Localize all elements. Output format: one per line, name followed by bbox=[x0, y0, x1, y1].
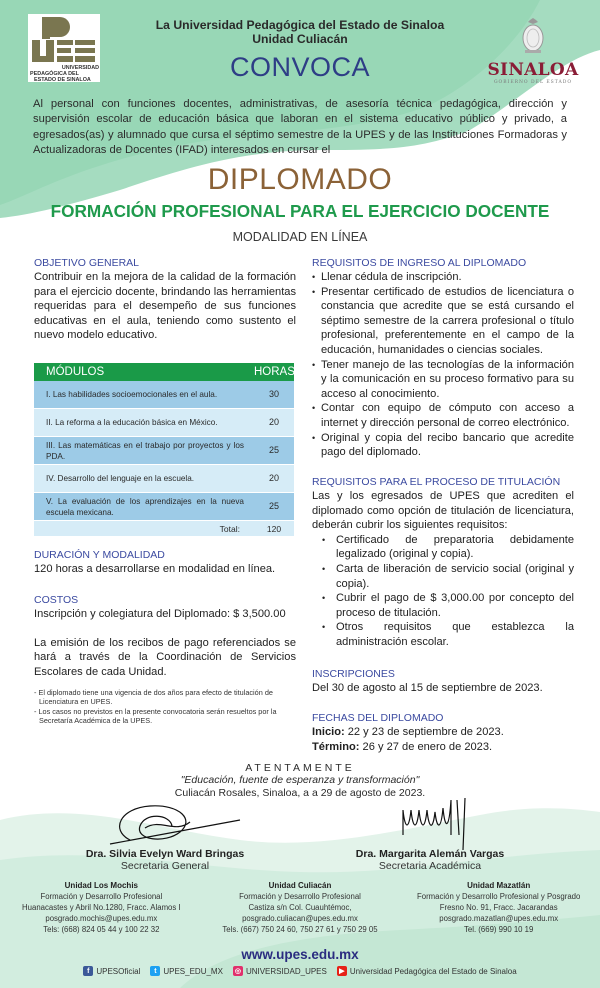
unit-email[interactable]: posgrado.mazatlan@upes.edu.mx bbox=[439, 914, 559, 923]
unit-phone: Tels: (668) 824 05 44 y 100 22 32 bbox=[43, 925, 160, 934]
module-hours: 25 bbox=[268, 445, 279, 455]
social-label: UPES_EDU_MX bbox=[163, 966, 223, 976]
signatory-role: Secretaria General bbox=[120, 860, 210, 872]
objetivo-heading: OBJETIVO GENERAL bbox=[34, 257, 140, 269]
module-name: I. Las habilidades socioemocionales en el aula. bbox=[46, 390, 218, 399]
requisitos-ingreso-list bbox=[312, 270, 574, 460]
modalidad-label: MODALIDAD EN LÍNEA bbox=[232, 230, 368, 244]
unit-mazatlan bbox=[399, 880, 598, 935]
duracion-heading: DURACIÓN Y MODALIDAD bbox=[34, 549, 165, 561]
list-item: • Certificado de preparatoria debidamente legalizado (original y copia). bbox=[322, 533, 574, 562]
social-links bbox=[0, 966, 600, 976]
unit-email[interactable]: posgrado.culiacan@upes.edu.mx bbox=[242, 914, 358, 923]
module-hours: 20 bbox=[268, 473, 279, 483]
unit-address: Fresno No. 91, Fracc. Jacarandas bbox=[439, 903, 558, 912]
module-name: II. La reforma a la educación básica en México. bbox=[46, 418, 218, 427]
unit-name: Unidad Culiacán bbox=[268, 881, 332, 890]
fechas-section bbox=[312, 712, 574, 754]
youtube-icon: ▶ bbox=[337, 966, 347, 976]
intro-paragraph: Al personal con funciones docentes, administrativas, de asesoría técnica pedagógica, dirección y supervisión escolar de educación básica que laboran en el sistema educativo público y privado, a egresados(as) y alumnado que cursa el séptimo semestre de la UPES y de las Instituciones Formadoras y Actualizadoras de Docentes (IFAD) interesados en cursar el bbox=[33, 98, 567, 156]
place-date: Culiacán Rosales, Sinaloa, a a 29 de agosto de 2023. bbox=[174, 787, 426, 799]
institution-name: La Universidad Pedagógica del Estado de Sinaloa bbox=[155, 18, 445, 32]
sinaloa-logo bbox=[478, 18, 588, 88]
unit-phone: Tels. (667) 750 24 60, 750 27 61 y 750 29 05 bbox=[222, 925, 378, 934]
institution-header bbox=[120, 18, 480, 46]
notes bbox=[34, 688, 296, 726]
unit-name: Unidad Culiacán bbox=[252, 32, 348, 46]
costos-section bbox=[34, 594, 296, 679]
unit-culiacan bbox=[201, 880, 400, 935]
requisitos-titulacion-text: Las y los egresados de UPES que acrediten el diplomado como opción de titulación de licenciatura, deberán cubrir los siguientes requisitos: bbox=[312, 490, 574, 532]
module-name: IV. Desarrollo del lenguaje en la escuela. bbox=[46, 474, 195, 483]
svg-text:PEDAGÓGICA DEL: PEDAGÓGICA DEL bbox=[30, 71, 79, 77]
col-modules-header: MÓDULOS bbox=[46, 366, 105, 378]
social-twitter[interactable] bbox=[150, 966, 223, 976]
costos-recibos-text: La emisión de los recibos de pago referenciados se hará a través de la Coordinación de Servicios Escolares de cada Unidad. bbox=[34, 636, 296, 678]
diplomado-subtitle: FORMACIÓN PROFESIONAL PARA EL EJERCICIO DOCENTE bbox=[50, 201, 550, 221]
duracion-text: 120 horas a desarrollarse en modalidad en línea. bbox=[34, 563, 276, 575]
requisitos-ingreso-section bbox=[312, 257, 574, 460]
atentamente: ATENTAMENTE bbox=[245, 762, 355, 774]
inicio-label: Inicio: bbox=[312, 726, 345, 738]
modules-table bbox=[34, 363, 294, 536]
requisitos-titulacion-list bbox=[312, 533, 574, 650]
total-value: 120 bbox=[266, 523, 282, 534]
social-label: UNIVERSIDAD_UPES bbox=[245, 966, 327, 976]
social-facebook[interactable] bbox=[83, 966, 140, 976]
inicio-value: 22 y 23 de septiembre de 2023. bbox=[344, 726, 504, 738]
unit-los-mochis bbox=[2, 880, 201, 935]
note-item: - Los casos no previstos en la presente convocatoria serán resueltos por la Secretaría Académica de la UPES. bbox=[34, 706, 277, 726]
social-instagram[interactable] bbox=[233, 966, 327, 976]
unit-address: Castiza s/n Col. Cuauhtémoc, bbox=[248, 903, 352, 912]
list-item: • Original y copia del recibo bancario que acredite pago del diplomado. bbox=[312, 431, 574, 460]
facebook-icon: f bbox=[83, 966, 93, 976]
list-item: • Presentar certificado de estudios de licenciatura o constancia que acredite que se está cursando el séptimo semestre de la carrera profesional o título profesional, preferentemente en el campo de la educación, humanidades o ciencias sociales. bbox=[312, 285, 574, 358]
upes-logo bbox=[26, 14, 102, 82]
table-row bbox=[34, 437, 294, 465]
unit-email[interactable]: posgrado.mochis@upes.edu.mx bbox=[45, 914, 158, 923]
sinaloa-subtitle: GOBIERNO DEL ESTADO bbox=[493, 80, 573, 85]
duracion-section bbox=[34, 549, 296, 577]
total-label: Total: bbox=[219, 523, 240, 534]
fecha-inicio bbox=[312, 725, 574, 740]
module-name: V. La evaluación de los aprendizajes en la nueva escuela mexicana. bbox=[46, 496, 244, 517]
list-item: • Tener manejo de las tecnologías de la información y la comunicación en su proceso formativo para su acceso al conocimiento. bbox=[312, 358, 574, 402]
modules-total-row bbox=[34, 521, 294, 536]
svg-text:UNIVERSIDAD: UNIVERSIDAD bbox=[61, 65, 99, 71]
unit-area: Formación y Desarrollo Profesional bbox=[40, 892, 163, 901]
objetivo-text: Contribuir en la mejora de la calidad de la formación para el ejercicio docente, brindando las herramientas requeridas para el desempeño de sus funciones educativas en el aula, teniendo como sustento el nuevo modelo educativo. bbox=[34, 271, 296, 342]
requisitos-titulacion-heading: REQUISITOS PARA EL PROCESO DE TITULACIÓN bbox=[312, 476, 561, 488]
costos-heading: COSTOS bbox=[34, 594, 79, 606]
instagram-icon: ◎ bbox=[234, 968, 241, 975]
unit-address: Huanacastes y Abril No.1280, Fracc. Alamos I bbox=[22, 903, 181, 912]
termino-label: Término: bbox=[312, 740, 360, 753]
signature-block-general bbox=[55, 848, 275, 873]
unit-area: Formación y Desarrollo Profesional y Posgrado bbox=[416, 892, 581, 901]
social-label: UPESOficial bbox=[96, 966, 141, 976]
table-row bbox=[34, 465, 294, 493]
table-row bbox=[34, 493, 294, 521]
module-hours: 20 bbox=[268, 417, 279, 427]
fechas-heading: FECHAS DEL DIPLOMADO bbox=[312, 712, 444, 724]
list-item: • Contar con equipo de cómputo con acceso a internet y dirección personal de correo electrónico. bbox=[312, 401, 574, 430]
fecha-termino bbox=[312, 740, 574, 755]
svg-text:ESTADO DE SINALOA: ESTADO DE SINALOA bbox=[34, 77, 91, 82]
requisitos-titulacion-section bbox=[312, 476, 574, 650]
inscripciones-text: Del 30 de agosto al 15 de septiembre de 2023. bbox=[312, 682, 543, 694]
lema: "Educación, fuente de esperanza y transformación" bbox=[180, 774, 420, 786]
sinaloa-wordmark: SINALOA bbox=[487, 60, 579, 80]
table-row bbox=[34, 409, 294, 437]
signature-ward-icon bbox=[100, 800, 250, 850]
module-name: III. Las matemáticas en el trabajo por proyectos y los PDA. bbox=[46, 440, 244, 461]
website-link[interactable]: www.upes.edu.mx bbox=[241, 947, 359, 962]
list-item: • Otros requisitos que establezca la administración escolar. bbox=[322, 620, 574, 649]
list-item: • Cubrir el pago de $ 3,000.00 por concepto del proceso de titulación. bbox=[322, 591, 574, 620]
social-youtube[interactable] bbox=[337, 966, 517, 976]
signature-block-academica bbox=[320, 848, 540, 873]
convoca-heading: CONVOCA bbox=[229, 52, 371, 82]
col-hours-header: HORAS bbox=[254, 366, 295, 378]
list-item: • Carta de liberación de servicio social (original y copia). bbox=[322, 562, 574, 591]
module-hours: 25 bbox=[268, 501, 279, 511]
inscripciones-heading: INSCRIPCIONES bbox=[312, 668, 395, 680]
module-hours: 30 bbox=[268, 389, 279, 399]
table-row bbox=[34, 381, 294, 409]
note-item: - El diplomado tiene una vigencia de dos años para efecto de titulación de Licenciatura en UPES. bbox=[34, 688, 273, 707]
list-item: • Llenar cédula de inscripción. bbox=[312, 270, 574, 285]
unit-area: Formación y Desarrollo Profesional bbox=[239, 892, 361, 901]
signatory-name: Dra. Margarita Alemán Vargas bbox=[355, 848, 505, 860]
termino-value: 26 y 27 de enero de 2023. bbox=[359, 740, 493, 753]
unit-phone: Tel. (669) 990 10 19 bbox=[464, 925, 534, 934]
modules-table-header bbox=[34, 363, 294, 381]
twitter-icon: t bbox=[150, 966, 160, 976]
signatory-name: Dra. Silvia Evelyn Ward Bringas bbox=[85, 848, 245, 860]
diplomado-title: DIPLOMADO bbox=[207, 163, 393, 196]
sinaloa-shield-icon bbox=[521, 18, 545, 54]
unit-name: Unidad Los Mochis bbox=[64, 881, 138, 890]
objetivo-section bbox=[34, 257, 296, 343]
upes-logo-mark-icon bbox=[26, 14, 102, 82]
signatory-role: Secretaria Académica bbox=[378, 860, 482, 872]
requisitos-ingreso-heading: REQUISITOS DE INGRESO AL DIPLOMADO bbox=[312, 257, 527, 269]
social-label: Universidad Pedagógica del Estado de Sinaloa bbox=[349, 966, 517, 976]
units-contact bbox=[0, 880, 600, 935]
inscripciones-section bbox=[312, 668, 574, 696]
costos-text: Inscripción y colegiatura del Diplomado: $ 3,500.00 bbox=[34, 608, 286, 620]
unit-name: Unidad Mazatlán bbox=[467, 881, 531, 890]
